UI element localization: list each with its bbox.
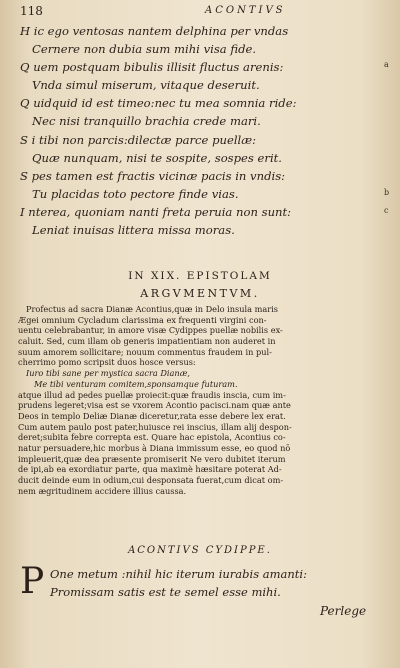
prose-line: Cum autem paulo post pater,huiusce rei inscius, illam alij despon- (18, 421, 292, 432)
argument-text (18, 304, 378, 496)
verse-line: Q uidquid id est timeo:nec tu mea somnia ride: (20, 96, 297, 111)
prose-line: uentu celebrabantur, in amore visæ Cydippes puellæ nobilis ex- (18, 325, 283, 336)
verse-line: S i tibi non parcis:dilectæ parce puellæ: (20, 132, 257, 147)
prose-line: caluit. Sed, cum illam ob generis impatientiam non auderet in (18, 336, 276, 347)
page-number: 118 (20, 4, 43, 18)
letter-title: ACONTIVS CYDIPPE. (128, 545, 272, 556)
prose-line: Ægei omnium Cycladum clarissima ex frequenti virgini con- (18, 314, 267, 325)
catchword: Perlege (320, 604, 367, 618)
drop-cap: P (20, 561, 45, 602)
prose-line: Deos in templo Deliæ Dianæ diceretur,rata esse debere lex erat. (18, 410, 286, 421)
verse-line: Q uem postquam bibulis illisit fluctus arenis: (20, 60, 284, 75)
margin-note-mark: b (384, 188, 390, 197)
page-header (20, 4, 380, 20)
section-title: IN XIX. EPISTOLAM (128, 270, 272, 282)
running-title: ACONTIVS (205, 5, 286, 16)
prose-line: suum amorem sollicitare; nouum commentus fraudem in pul- (18, 346, 272, 357)
prose-line: nem ægritudinem accidere illius caussa. (18, 485, 187, 496)
verse-line: Promissam satis est te semel esse mihi. (50, 585, 281, 599)
verse-block (20, 22, 380, 239)
verse-line: One metum :nihil hic iterum iurabis amanti: (50, 567, 307, 581)
prose-line: atque illud ad pedes puellæ proiecit:quæ fraudis inscia, cum im- (18, 389, 286, 400)
verse-line: Quæ nunquam, nisi te sospite, sospes erit. (32, 150, 282, 165)
prose-line: impleuerit,quæ dea præsente promiserit Ne vero dubitet iterum (18, 453, 286, 464)
prose-line: Profectus ad sacra Dianæ Acontius,quæ in Delo insula maris (26, 304, 279, 314)
prose-line: natur persuadere,hic morbus à Diana immissum esse, eo quod nō (18, 442, 291, 453)
prose-line: cherrimo pomo scripsit duos hosce versus: (18, 357, 196, 368)
letter-opening (20, 561, 380, 602)
margin-note-mark: a (384, 60, 389, 69)
section-subtitle: ARGVMENTVM. (140, 287, 260, 300)
verse-line: Tu placidas toto pectore finde vias. (32, 186, 239, 201)
verse-line: H ic ego ventosas nantem delphina per vndas (20, 24, 289, 38)
quoted-verse: Me tibi venturam comitem,sponsamque futuram. (34, 378, 238, 389)
prose-line: prudens legeret;visa est se vxorem Acontio pacisci.nam quæ ante (18, 400, 291, 411)
prose-line: ducit deinde eum in odium,cui desponsata fuerat,cum dicat om- (18, 475, 284, 485)
verse-line: Cernere non dubia sum mihi visa fide. (32, 42, 257, 57)
verse-line: Leniat inuisas littera missa moras. (32, 223, 235, 238)
margin-note-mark: c (384, 206, 389, 215)
verse-line: Nec nisi tranquillo brachia crede mari. (32, 114, 261, 129)
verse-line: Vnda simul miserum, vitaque deseruit. (32, 78, 260, 93)
prose-line: de ipi,ab ea exordiatur parte, qua maximè hæsitare poterat Ad- (18, 464, 282, 475)
verse-line: I nterea, quoniam nanti freta peruia non sunt: (20, 204, 292, 219)
quoted-verse: Iuro tibi sane per mystica sacra Dianæ, (26, 368, 191, 379)
prose-line: deret;subita febre correpta est. Quare hac epistola, Acontius co- (18, 432, 286, 443)
verse-line: S pes tamen est fractis vicinæ pacis in vndis: (20, 168, 286, 183)
